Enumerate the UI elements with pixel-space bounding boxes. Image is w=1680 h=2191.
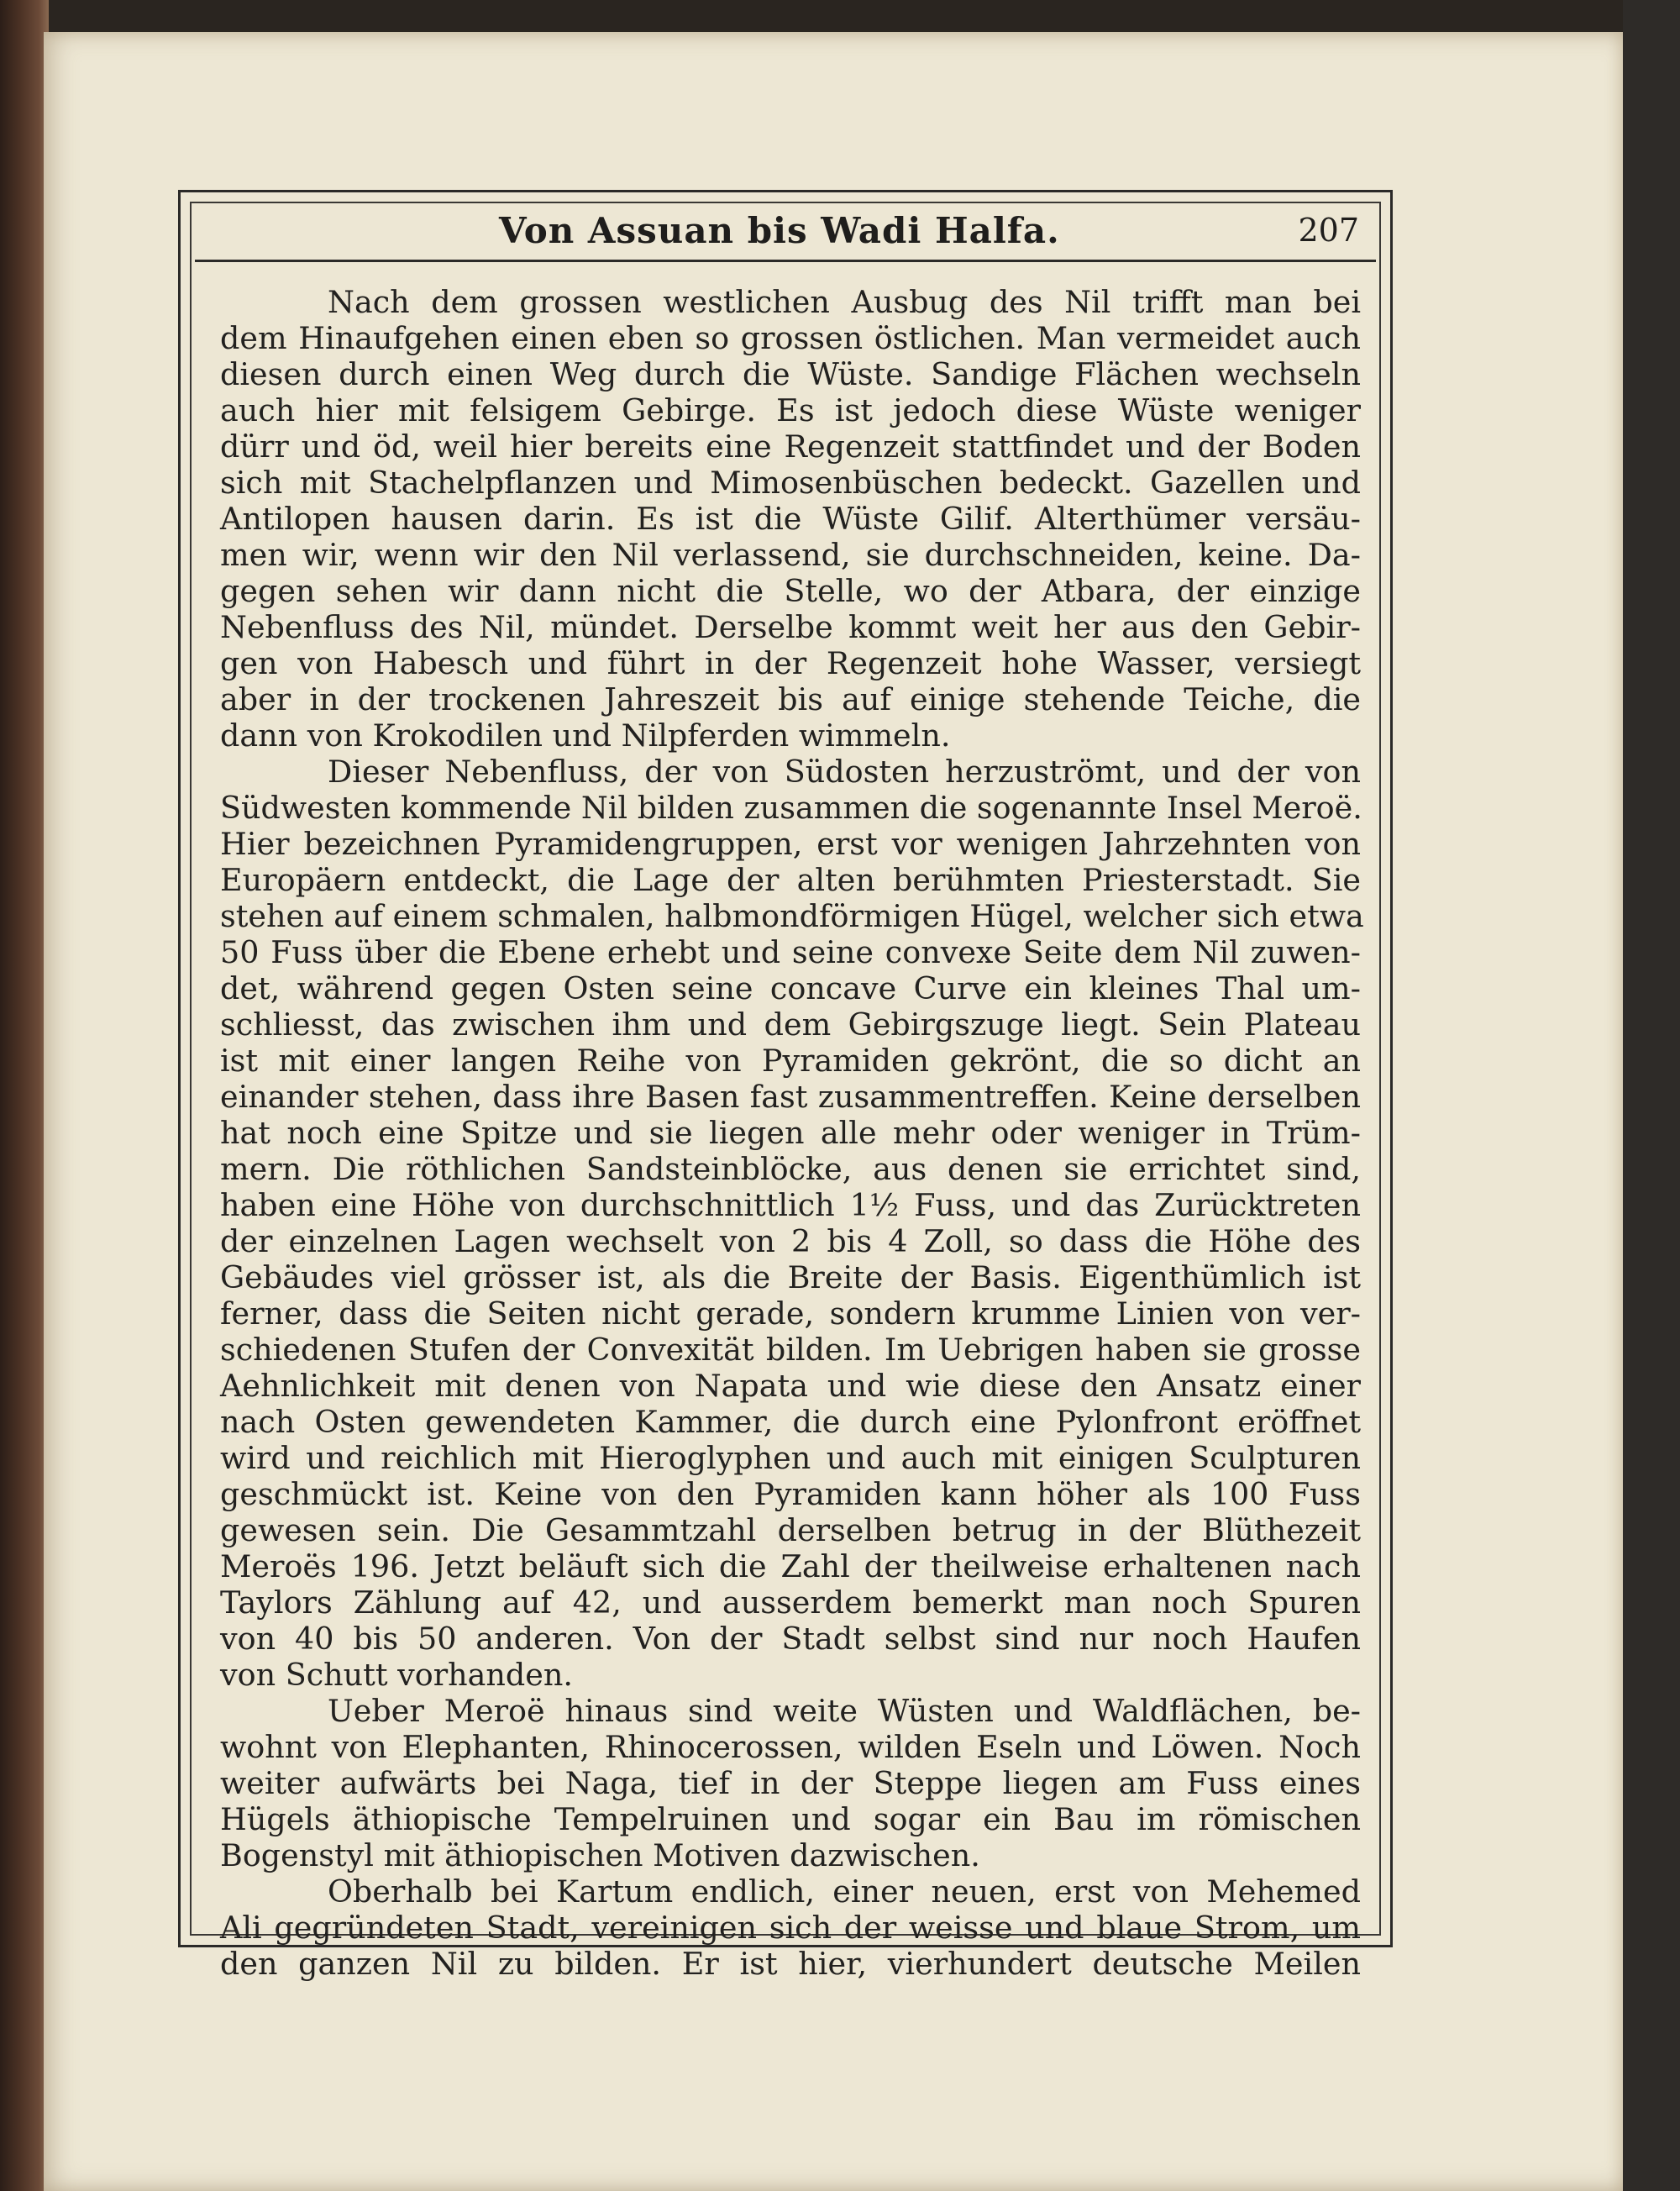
text-line: Ali gegründeten Stadt, vereinigen sich der weisse und blaue Strom, um (220, 1910, 1361, 1946)
text-line: Oberhalb bei Kartum endlich, einer neuen, erst von Mehemed (328, 1873, 1361, 1910)
text-line: ferner, dass die Seiten nicht gerade, sondern krumme Linien von ver- (220, 1295, 1361, 1332)
text-line: den ganzen Nil zu bilden. Er ist hier, vierhundert deutsche Meilen (220, 1946, 1361, 1982)
text-line: Bogenstyl mit äthiopischen Motiven dazwischen. (220, 1837, 980, 1873)
text-line: von 40 bis 50 anderen. Von der Stadt selbst sind nur noch Haufen (220, 1621, 1361, 1657)
text-line: schliesst, das zwischen ihm und dem Gebirgszuge liegt. Sein Plateau (220, 1006, 1361, 1043)
text-line: haben eine Höhe von durchschnittlich 1½ Fuss, und das Zurücktreten (220, 1187, 1361, 1223)
text-line: wird und reichlich mit Hieroglyphen und auch mit einigen Sculpturen (220, 1440, 1361, 1476)
text-line: 50 Fuss über die Ebene erhebt und seine convexe Seite dem Nil zuwen- (220, 934, 1361, 970)
text-line: auch hier mit felsigem Gebirge. Es ist jedoch diese Wüste weniger (220, 392, 1361, 428)
running-title: Von Assuan bis Wadi Halfa. (499, 210, 1060, 251)
text-line: dann von Krokodilen und Nilpferden wimmeln. (220, 717, 951, 754)
text-line: diesen durch einen Weg durch die Wüste. Sandige Flächen wechseln (220, 356, 1361, 392)
text-line: nach Osten gewendeten Kammer, die durch eine Pylonfront eröffnet (220, 1404, 1361, 1440)
text-line: Aehnlichkeit mit denen von Napata und wie diese den Ansatz einer (220, 1368, 1361, 1404)
text-line: aber in der trockenen Jahreszeit bis auf einige stehende Teiche, die (220, 681, 1361, 717)
text-line: gen von Habesch und führt in der Regenzeit hohe Wasser, versiegt (220, 645, 1361, 681)
text-line: Ueber Meroë hinaus sind weite Wüsten und Waldflächen, be- (328, 1693, 1361, 1729)
text-line: Hier bezeichnen Pyramidengruppen, erst vor wenigen Jahrzehnten von (220, 826, 1361, 862)
text-line: geschmückt ist. Keine von den Pyramiden kann höher als 100 Fuss (220, 1476, 1361, 1512)
text-line: Meroës 196. Jetzt beläuft sich die Zahl der theilweise erhaltenen nach (220, 1548, 1361, 1584)
text-line: Taylors Zählung auf 42, und ausserdem bemerkt man noch Spuren (220, 1584, 1361, 1621)
text-line: Nebenfluss des Nil, mündet. Derselbe kommt weit her aus den Gebir- (220, 609, 1361, 645)
text-line: ist mit einer langen Reihe von Pyramiden gekrönt, die so dicht an (220, 1043, 1361, 1079)
text-line: gegen sehen wir dann nicht die Stelle, wo der Atbara, der einzige (220, 573, 1361, 609)
text-line: hat noch eine Spitze und sie liegen alle mehr oder weniger in Trüm- (220, 1115, 1361, 1151)
text-line: Gebäudes viel grösser ist, als die Breite der Basis. Eigenthümlich ist (220, 1259, 1361, 1295)
text-line: mern. Die röthlichen Sandsteinblöcke, aus denen sie errichtet sind, (220, 1151, 1361, 1187)
scan-background (1623, 0, 1680, 2191)
text-line: einander stehen, dass ihre Basen fast zusammentreffen. Keine derselben (220, 1079, 1361, 1115)
text-line: men wir, wenn wir den Nil verlassend, sie durchschneiden, keine. Da- (220, 537, 1361, 573)
text-line: Antilopen hausen darin. Es ist die Wüste Gilif. Alterthümer versäu- (220, 501, 1361, 537)
text-line: Südwesten kommende Nil bilden zusammen die sogenannte Insel Meroë. (220, 790, 1362, 826)
text-line: dem Hinaufgehen einen eben so grossen östlichen. Man vermeidet auch (220, 320, 1361, 356)
text-line: von Schutt vorhanden. (220, 1657, 573, 1693)
text-line: Dieser Nebenfluss, der von Südosten herzuströmt, und der von (328, 754, 1361, 790)
body-text (220, 284, 1364, 1982)
text-line: gewesen sein. Die Gesammtzahl derselben betrug in der Blüthezeit (220, 1512, 1361, 1548)
text-line: Nach dem grossen westlichen Ausbug des Nil trifft man bei (328, 284, 1361, 320)
text-line: weiter aufwärts bei Naga, tief in der Steppe liegen am Fuss eines (220, 1765, 1361, 1801)
text-line: Hügels äthiopische Tempelruinen und sogar ein Bau im römischen (220, 1801, 1361, 1837)
text-line: Europäern entdeckt, die Lage der alten berühmten Priesterstadt. Sie (220, 862, 1361, 898)
book-spine (0, 0, 49, 2191)
text-line: det, während gegen Osten seine concave Curve ein kleines Thal um- (220, 970, 1361, 1006)
text-line: der einzelnen Lagen wechselt von 2 bis 4 Zoll, so dass die Höhe des (220, 1223, 1361, 1259)
text-line: sich mit Stachelpflanzen und Mimosenbüschen bedeckt. Gazellen und (220, 465, 1361, 501)
running-header (195, 207, 1376, 262)
text-line: wohnt von Elephanten, Rhinocerossen, wilden Eseln und Löwen. Noch (220, 1729, 1361, 1765)
page-number: 207 (1298, 212, 1359, 249)
text-line: dürr und öd, weil hier bereits eine Regenzeit stattfindet und der Boden (220, 428, 1361, 465)
text-line: stehen auf einem schmalen, halbmondförmigen Hügel, welcher sich etwa (220, 898, 1364, 934)
text-line: schiedenen Stufen der Convexität bilden. Im Uebrigen haben sie grosse (220, 1332, 1361, 1368)
